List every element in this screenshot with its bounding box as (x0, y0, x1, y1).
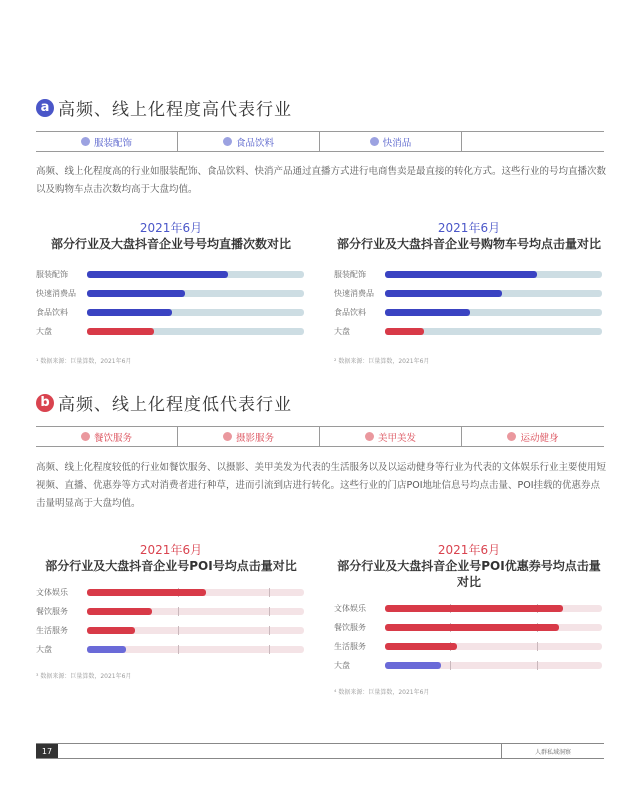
bar (87, 608, 152, 615)
tab-apparel (36, 132, 178, 151)
fitness-icon (507, 432, 516, 441)
bar (87, 627, 135, 634)
chart-rows (36, 265, 306, 341)
chart-row (36, 322, 306, 341)
section-b-title: 高频、线上化程度低代表行业 (58, 395, 292, 415)
page-number: 17 (36, 744, 58, 758)
chart-row (334, 618, 604, 637)
bar-track (385, 662, 602, 669)
chart-rows (334, 265, 604, 341)
chart-title: 部分行业及大盘抖音企业号购物车号均点击量对比 (336, 237, 601, 251)
bar-track (385, 643, 602, 650)
bar-track (385, 624, 602, 631)
row-label: 服装配饰 (334, 270, 366, 279)
bar (385, 309, 470, 316)
row-label: 食品饮料 (36, 308, 68, 317)
row-label: 生活服务 (36, 626, 68, 635)
chart-rows (334, 599, 604, 675)
tab-fitness (462, 427, 604, 446)
chart-row (36, 265, 306, 284)
section-b-industry-tabs (36, 426, 604, 447)
page-footer (36, 743, 604, 759)
tab-fmcg (320, 132, 462, 151)
bar (87, 271, 228, 278)
chart-source-note: ⁴ 数据来源：巨量算数，2021年6月 (334, 689, 430, 696)
axis-tick (269, 645, 270, 654)
chart-subtitle: 2021年6月 (437, 543, 501, 557)
beauty-icon (365, 432, 374, 441)
bar (385, 643, 457, 650)
row-label: 餐饮服务 (36, 607, 68, 616)
bar (87, 646, 126, 653)
chart-row (334, 284, 604, 303)
tab-photography (178, 427, 320, 446)
bar (385, 624, 559, 631)
tab-label: 食品饮料 (235, 137, 274, 149)
tab-beauty (320, 427, 462, 446)
bar-track (87, 627, 304, 634)
bar-track (87, 271, 304, 278)
chart-subtitle: 2021年6月 (437, 221, 501, 235)
chart-title: 部分行业及大盘抖音企业号号均直播次数对比 (50, 237, 291, 251)
tab-label: 美甲美发 (377, 432, 416, 444)
bar (87, 290, 185, 297)
chart-cart-clicks (334, 221, 604, 365)
chart-row (36, 621, 306, 640)
row-label: 服装配饰 (36, 270, 68, 279)
section-a-title: 高频、线上化程度高代表行业 (58, 100, 292, 120)
bar (87, 309, 172, 316)
bar (385, 662, 441, 669)
chart-row (36, 284, 306, 303)
axis-tick (178, 645, 179, 654)
tab-catering (36, 427, 178, 446)
row-label: 文体娱乐 (334, 604, 366, 613)
bar (385, 605, 563, 612)
camera-icon (223, 432, 232, 441)
chart-live-broadcast-count (36, 221, 306, 365)
row-label: 餐饮服务 (334, 623, 366, 632)
tab-empty (462, 132, 604, 151)
apparel-icon (81, 137, 90, 146)
section-a-industry-tabs (36, 131, 604, 152)
chart-row (334, 656, 604, 675)
chart-subtitle: 2021年6月 (139, 543, 203, 557)
tab-label: 摄影服务 (235, 432, 274, 444)
axis-tick (450, 661, 451, 670)
section-a-header (36, 95, 292, 120)
food-icon (223, 137, 232, 146)
chart-rows (36, 583, 306, 659)
chart-row (36, 640, 306, 659)
tab-label: 运动健身 (520, 432, 559, 444)
row-label: 文体娱乐 (36, 588, 68, 597)
section-b-header (36, 390, 292, 415)
row-label: 生活服务 (334, 642, 366, 651)
catering-icon (81, 432, 90, 441)
bar-track (87, 589, 304, 596)
bar-track (385, 271, 602, 278)
bar (87, 328, 154, 335)
bar-track (87, 290, 304, 297)
row-label: 食品饮料 (334, 308, 366, 317)
chart-row (36, 583, 306, 602)
chart-source-note: ² 数据来源：巨量算数，2021年6月 (334, 358, 430, 365)
bar-track (87, 328, 304, 335)
tab-label: 服装配饰 (93, 137, 132, 149)
footer-brand: 人群私域洞察 (534, 748, 571, 756)
tab-food-beverage (178, 132, 320, 151)
section-b-badge: b (36, 394, 54, 412)
bar-track (87, 646, 304, 653)
row-label: 大盘 (36, 645, 52, 654)
bar (385, 271, 537, 278)
axis-tick (537, 642, 538, 651)
bar-track (385, 328, 602, 335)
row-label: 大盘 (334, 327, 350, 336)
tab-label: 快消品 (382, 137, 412, 149)
bar-track (385, 290, 602, 297)
axis-tick (269, 588, 270, 597)
chart-row (334, 303, 604, 322)
row-label: 大盘 (36, 327, 52, 336)
bar (87, 589, 206, 596)
bar (385, 290, 502, 297)
chart-title: 部分行业及大盘抖音企业号POI优惠券号均点击量对比 (337, 559, 601, 589)
bar-track (87, 608, 304, 615)
bar-track (87, 309, 304, 316)
chart-row (334, 599, 604, 618)
chart-source-note: ³ 数据来源：巨量算数，2021年6月 (36, 673, 132, 680)
chart-subtitle: 2021年6月 (139, 221, 203, 235)
bar-track (385, 605, 602, 612)
section-b-paragraph: 高频、线上化程度较低的行业如餐饮服务、以摄影、美甲美发为代表的生活服务以及以运动健身等行业为代表的文体娱乐行业主要使用短视频、直播、优惠券等方式对消费者进行种草，进而引流到店进行转化。这些行业的门店POI地址信息号均点击量、POI挂载的优惠券点击量明显高于大盘均值。 (36, 462, 607, 509)
chart-row (334, 322, 604, 341)
bar-track (385, 309, 602, 316)
fmcg-icon (370, 137, 379, 146)
axis-tick (269, 626, 270, 635)
row-label: 快速消费品 (334, 289, 374, 298)
chart-poi-clicks (36, 543, 306, 680)
axis-tick (178, 626, 179, 635)
chart-title: 部分行业及大盘抖音企业号POI号均点击量对比 (45, 559, 297, 573)
chart-row (36, 303, 306, 322)
section-a-badge: a (36, 99, 54, 117)
axis-tick (537, 661, 538, 670)
row-label: 大盘 (334, 661, 350, 670)
axis-tick (269, 607, 270, 616)
row-label: 快速消费品 (36, 289, 76, 298)
tab-label: 餐饮服务 (93, 432, 132, 444)
chart-row (334, 265, 604, 284)
section-a-paragraph: 高频、线上化程度高的行业如服装配饰、食品饮料、快消产品通过直播方式进行电商售卖是最直接的转化方式。这些行业的号均直播次数以及购物车点击次数均高于大盘均值。 (36, 166, 607, 195)
chart-source-note: ¹ 数据来源：巨量算数，2021年6月 (36, 358, 132, 365)
axis-tick (178, 607, 179, 616)
chart-row (36, 602, 306, 621)
bar (385, 328, 424, 335)
chart-row (334, 637, 604, 656)
chart-poi-coupon-clicks (334, 543, 604, 696)
